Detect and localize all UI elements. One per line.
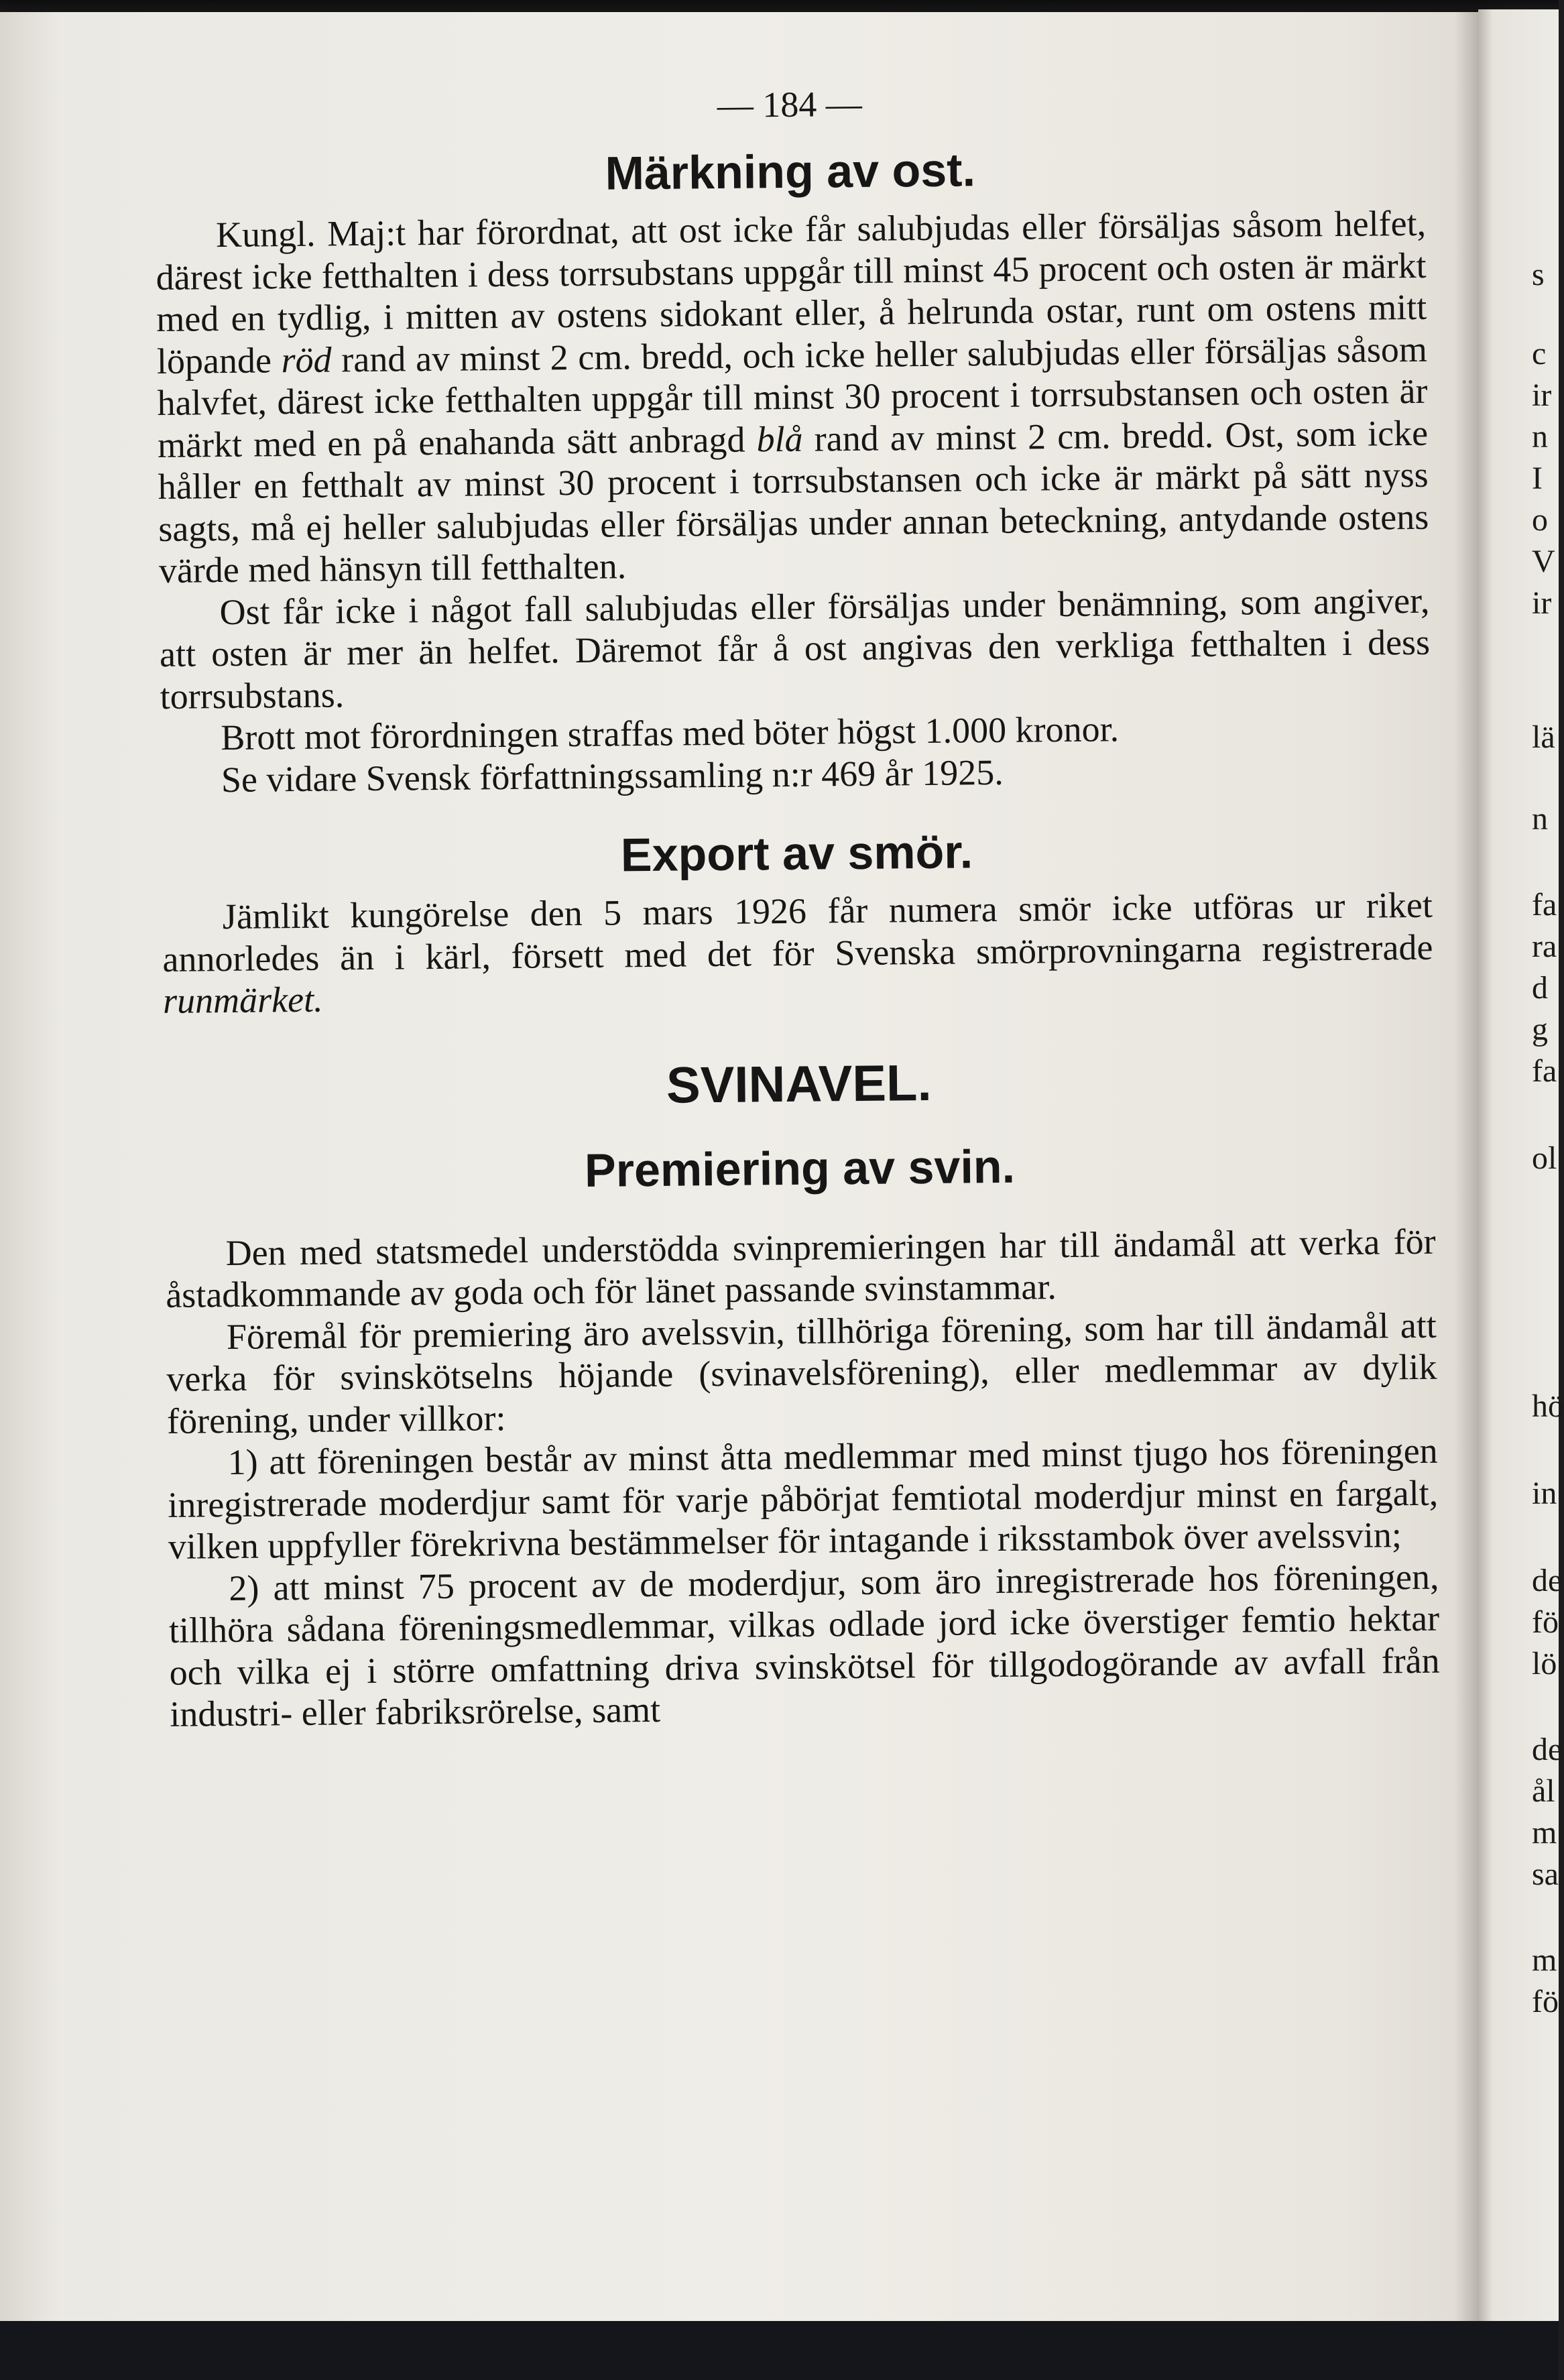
paragraph-cheese-reference: Se vidare Svensk författningssamling n:r 469 år 1925.: [221, 752, 1004, 800]
adjacent-page-fragment: fa: [1532, 887, 1557, 923]
paragraph-premiering-object: Föremål för premiering äro avelssvin, tillhöriga förening, som har till ändamål att verka för svinskötselns höjande (svinavelsförening), eller medlemmar av dylik förening, under villkor:: [166, 1305, 1437, 1441]
emphasis-red: röd: [281, 339, 332, 380]
adjacent-page-fragment: g: [1532, 1012, 1548, 1047]
paragraph-premiering-purpose: Den med statsmedel understödda svinpremieringen har till ändamål att verka för åstadkommande av goda och för länet passande svinstammar.: [166, 1221, 1436, 1315]
adjacent-page-fragment: m: [1532, 1942, 1557, 1978]
adjacent-page-fragment: ål: [1532, 1773, 1555, 1809]
paragraph-condition-1: 1) att föreningen består av minst åtta medlemmar med minst tjugo hos föreningen inregistrerade moderdjur samt för varje påbörjat femtiotal moderdjur minst en fargalt, vilken uppfyller förekrivna bestämmelser för intagande i riksstambok över avelssvin;: [168, 1430, 1439, 1567]
paragraph-condition-2: 2) att minst 75 procent av de moderdjur, som äro inregistrerade hos föreningen, tillhöra sådana föreningsmedlemmar, vilkas odlade jord icke överstiger femtio hektar och vilka ej i större omfattning driva svinskötsel för tillgodogörande av avfall från industri- eller fabriksrörelse, samt: [168, 1556, 1440, 1734]
text-run: rand av minst 2 cm. bredd, och icke heller salubjudas eller försäljas såsom halvfet, därest icke fetthalten uppgår till minst 30 procent i torrsubstansen och osten är märkt med en på enahanda sätt anbragd: [157, 329, 1428, 465]
heading-butter-export: Export av smör.: [620, 825, 973, 882]
heading-pig-premiering: Premiering av svin.: [584, 1140, 1016, 1197]
paragraph-cheese-penalty: Brott mot förordningen straffas med böter högst 1.000 kronor.: [221, 709, 1120, 758]
adjacent-page-fragment: fö: [1532, 1604, 1559, 1640]
adjacent-page-fragment: V: [1532, 544, 1555, 579]
page-number: — 184 —: [717, 83, 863, 125]
adjacent-page-fragment: o: [1532, 502, 1548, 538]
adjacent-page-fragment: n: [1532, 419, 1548, 455]
adjacent-page-fragment: fa: [1532, 1053, 1557, 1089]
adjacent-page-fragment: s: [1532, 257, 1545, 292]
emphasis-runmark: runmärket.: [162, 979, 323, 1021]
adjacent-page-fragment: de: [1532, 1732, 1563, 1767]
adjacent-page-fragment: in: [1532, 1476, 1557, 1511]
adjacent-page-fragment: de: [1532, 1563, 1563, 1598]
paragraph-cheese-naming: Ost får icke i något fall salubjudas eller försäljas under benämning, som angiver, att osten är mer än helfet. Däremot får å ost angivas den verkliga fetthalten i dess torrsubstans.: [159, 580, 1431, 717]
adjacent-page-fragment: ir: [1532, 377, 1552, 413]
adjacent-page-fragment: n: [1532, 801, 1548, 837]
emphasis-blue: blå: [756, 418, 803, 459]
book-bottom-edge: [0, 2321, 1559, 2380]
adjacent-page-fragment: I: [1532, 461, 1543, 496]
adjacent-page-fragment: sa: [1532, 1856, 1559, 1892]
adjacent-page-fragment: lä: [1532, 719, 1555, 755]
paragraph-cheese-regulation: [156, 202, 1429, 592]
adjacent-page-fragment: fö: [1532, 1984, 1559, 2019]
heading-marking-of-cheese: Märkning av ost.: [605, 143, 976, 200]
page-content: [154, 75, 1441, 1736]
adjacent-page-fragment: hö: [1532, 1388, 1564, 1424]
paragraph-butter-export: [162, 884, 1434, 1022]
adjacent-page-fragment: ra: [1532, 929, 1557, 964]
adjacent-page-fragment: d: [1532, 970, 1548, 1006]
section-title-pig-breeding: SVINAVEL.: [666, 1054, 932, 1114]
text-run: Jämlikt kungörelse den 5 mars 1926 får numera smör icke utföras ur riket annorledes än i kärl, försett med det för Svenska smörprovningarna registrerade: [162, 884, 1433, 979]
adjacent-page-fragment: m: [1532, 1815, 1557, 1850]
text-run: Kungl. Maj:t har förordnat, att ost icke får salubjudas eller försäljas såsom helfet, därest icke fetthalten i dess torrsubstans uppgår till minst 45 procent och osten är märkt med en tydlig, i mitten av ostens sidokant eller, å helrunda ostar, runt om ostens mitt löpande: [156, 202, 1427, 381]
adjacent-page-fragment: ir: [1532, 585, 1552, 621]
adjacent-page-fragment: lö: [1532, 1646, 1557, 1681]
adjacent-page-fragment: c: [1532, 336, 1547, 371]
text-run: rand av minst 2 cm. bredd. Ost, som icke håller en fetthalt av minst 30 procent i torrsubstansen och icke är märkt på sätt nyss sagts, må ej heller salubjudas eller försäljas under annan beteckning, antydande ostens värde med hänsyn till fetthalten.: [158, 412, 1429, 591]
adjacent-page-edge: [1478, 9, 1564, 2322]
adjacent-page-fragment: ol: [1532, 1140, 1557, 1176]
